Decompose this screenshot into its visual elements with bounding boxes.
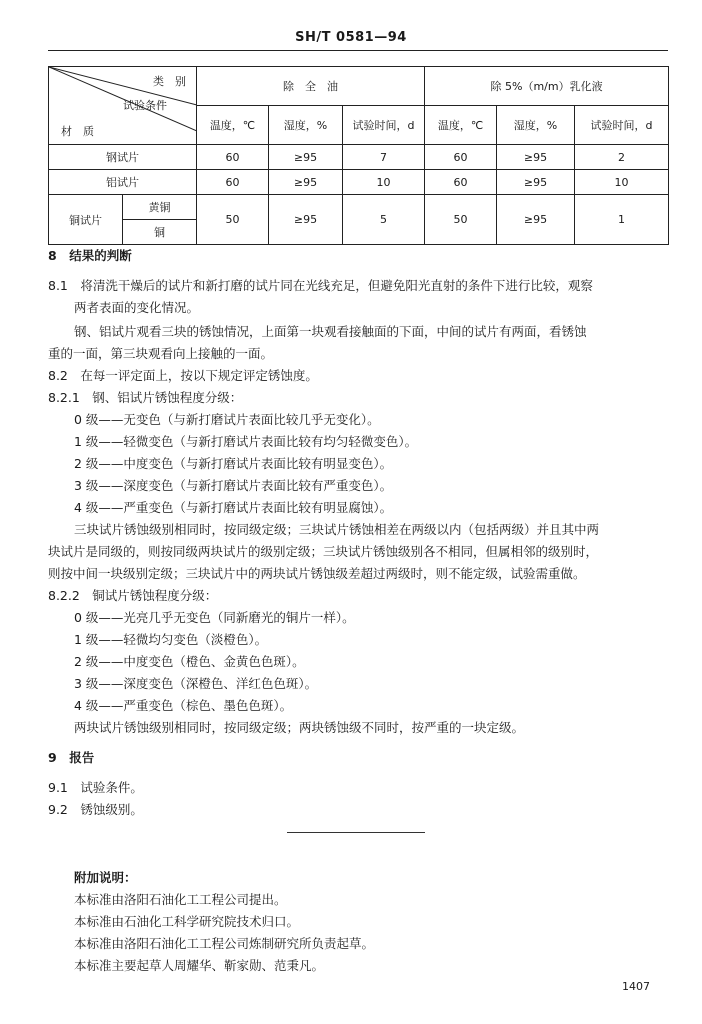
diag-condition-label: 试验条件 — [123, 99, 167, 112]
diag-category-label: 类 别 — [153, 75, 186, 88]
col-header: 试验时间，d — [343, 106, 425, 145]
paragraph: 钢、铝试片观看三块的锈蚀情况，上面第一块观看接触面的下面，中间的试片有两面，看锈蚀 — [74, 324, 587, 339]
table-row — [49, 145, 669, 170]
table-cell: 7 — [343, 145, 425, 170]
paragraph: 三块试片锈蚀级别相同时，按同级定级；三块试片锈蚀相差在两级以内（包括两级）并且其中两 — [74, 522, 600, 537]
paragraph: 8.1 将清洗干燥后的试片和新打磨的试片同在光线充足，但避免阳光直射的条件下进行比较，观察 — [48, 278, 593, 293]
table-cell: 60 — [425, 170, 497, 195]
paragraph: 则按中间一块级别定级；三块试片中的两块试片锈蚀级差超过两级时，则不能定级，试验需重做。 — [48, 566, 586, 581]
table-row — [49, 170, 669, 195]
table-row — [49, 195, 669, 220]
table-cell: 1 — [575, 195, 669, 245]
section-divider — [287, 832, 425, 833]
list-item: 3 级——深度变色（与新打磨试片表面比较有严重变色）。 — [74, 478, 393, 493]
row-sublabel: 黄铜 — [123, 195, 197, 220]
group-header-2: 除 5%（m/m）乳化液 — [425, 67, 669, 106]
subsection-heading: 8.2.1 钢、铝试片锈蚀程度分级： — [48, 390, 243, 405]
group-header-1: 除 全 油 — [197, 67, 425, 106]
test-conditions-table — [48, 66, 669, 245]
table-cell: 60 — [197, 170, 269, 195]
note-line: 本标准由洛阳石油化工工程公司提出。 — [74, 892, 287, 907]
table-cell: ≥95 — [497, 145, 575, 170]
table-cell: ≥95 — [497, 170, 575, 195]
paragraph: 9.1 试验条件。 — [48, 780, 143, 795]
section-9-heading: 9 报告 — [48, 750, 95, 765]
header-rule — [48, 50, 668, 51]
paragraph: 8.2 在每一评定面上，按以下规定评定锈蚀度。 — [48, 368, 318, 383]
list-item: 1 级——轻微均匀变色（淡橙色）。 — [74, 632, 268, 647]
table-cell: 10 — [343, 170, 425, 195]
table-cell: 10 — [575, 170, 669, 195]
document-code-header: SH/T 0581—94 — [295, 30, 407, 45]
paragraph: 块试片是同级的，则按同级两块试片的级别定级；三块试片锈蚀级别各不相同，但属相邻的级别时， — [48, 544, 599, 559]
list-item: 4 级——严重变色（与新打磨试片表面比较有明显腐蚀）。 — [74, 500, 393, 515]
list-item: 0 级——光亮几乎无变色（同新磨光的铜片一样）。 — [74, 610, 355, 625]
note-line: 本标准由石油化工科学研究院技术归口。 — [74, 914, 300, 929]
note-line: 本标准主要起草人周耀华、靳家勋、范秉凡。 — [74, 958, 325, 973]
list-item: 0 级——无变色（与新打磨试片表面比较几乎无变化）。 — [74, 412, 380, 427]
col-header: 温度，℃ — [197, 106, 269, 145]
list-item: 4 级——严重变色（棕色、墨色色斑）。 — [74, 698, 293, 713]
col-header: 温度，℃ — [425, 106, 497, 145]
note-line: 本标准由洛阳石油化工工程公司炼制研究所负责起草。 — [74, 936, 375, 951]
diag-material-label: 材 质 — [61, 125, 94, 138]
col-header: 湿度，% — [497, 106, 575, 145]
paragraph: 重的一面，第三块观看向上接触的一面。 — [48, 346, 274, 361]
row-sublabel: 铜 — [123, 220, 197, 245]
col-header: 湿度，% — [269, 106, 343, 145]
table-cell: 60 — [425, 145, 497, 170]
table-cell: 2 — [575, 145, 669, 170]
diagonal-header-cell — [49, 67, 197, 145]
col-header: 试验时间，d — [575, 106, 669, 145]
row-label: 铜试片 — [49, 195, 123, 245]
section-8-heading: 8 结果的判断 — [48, 248, 132, 263]
table-cell: ≥95 — [269, 195, 343, 245]
paragraph: 9.2 锈蚀级别。 — [48, 802, 143, 817]
paragraph: 两块试片锈蚀级别相同时，按同级定级；两块锈蚀级不同时，按严重的一块定级。 — [74, 720, 525, 735]
additional-notes-title: 附加说明： — [74, 870, 137, 885]
table-cell: 5 — [343, 195, 425, 245]
list-item: 1 级——轻微变色（与新打磨试片表面比较有均匀轻微变色）。 — [74, 434, 418, 449]
table-cell: 50 — [197, 195, 269, 245]
list-item: 2 级——中度变色（与新打磨试片表面比较有明显变色）。 — [74, 456, 393, 471]
row-label: 钢试片 — [49, 145, 197, 170]
table-cell: 50 — [425, 195, 497, 245]
table-cell: 60 — [197, 145, 269, 170]
page-number: 1407 — [622, 980, 650, 993]
paragraph: 两者表面的变化情况。 — [74, 300, 200, 315]
subsection-heading: 8.2.2 铜试片锈蚀程度分级： — [48, 588, 218, 603]
table-cell: ≥95 — [269, 170, 343, 195]
list-item: 3 级——深度变色（深橙色、洋红色色斑）。 — [74, 676, 318, 691]
row-label: 铝试片 — [49, 170, 197, 195]
table-cell: ≥95 — [497, 195, 575, 245]
list-item: 2 级——中度变色（橙色、金黄色色斑）。 — [74, 654, 305, 669]
table-cell: ≥95 — [269, 145, 343, 170]
